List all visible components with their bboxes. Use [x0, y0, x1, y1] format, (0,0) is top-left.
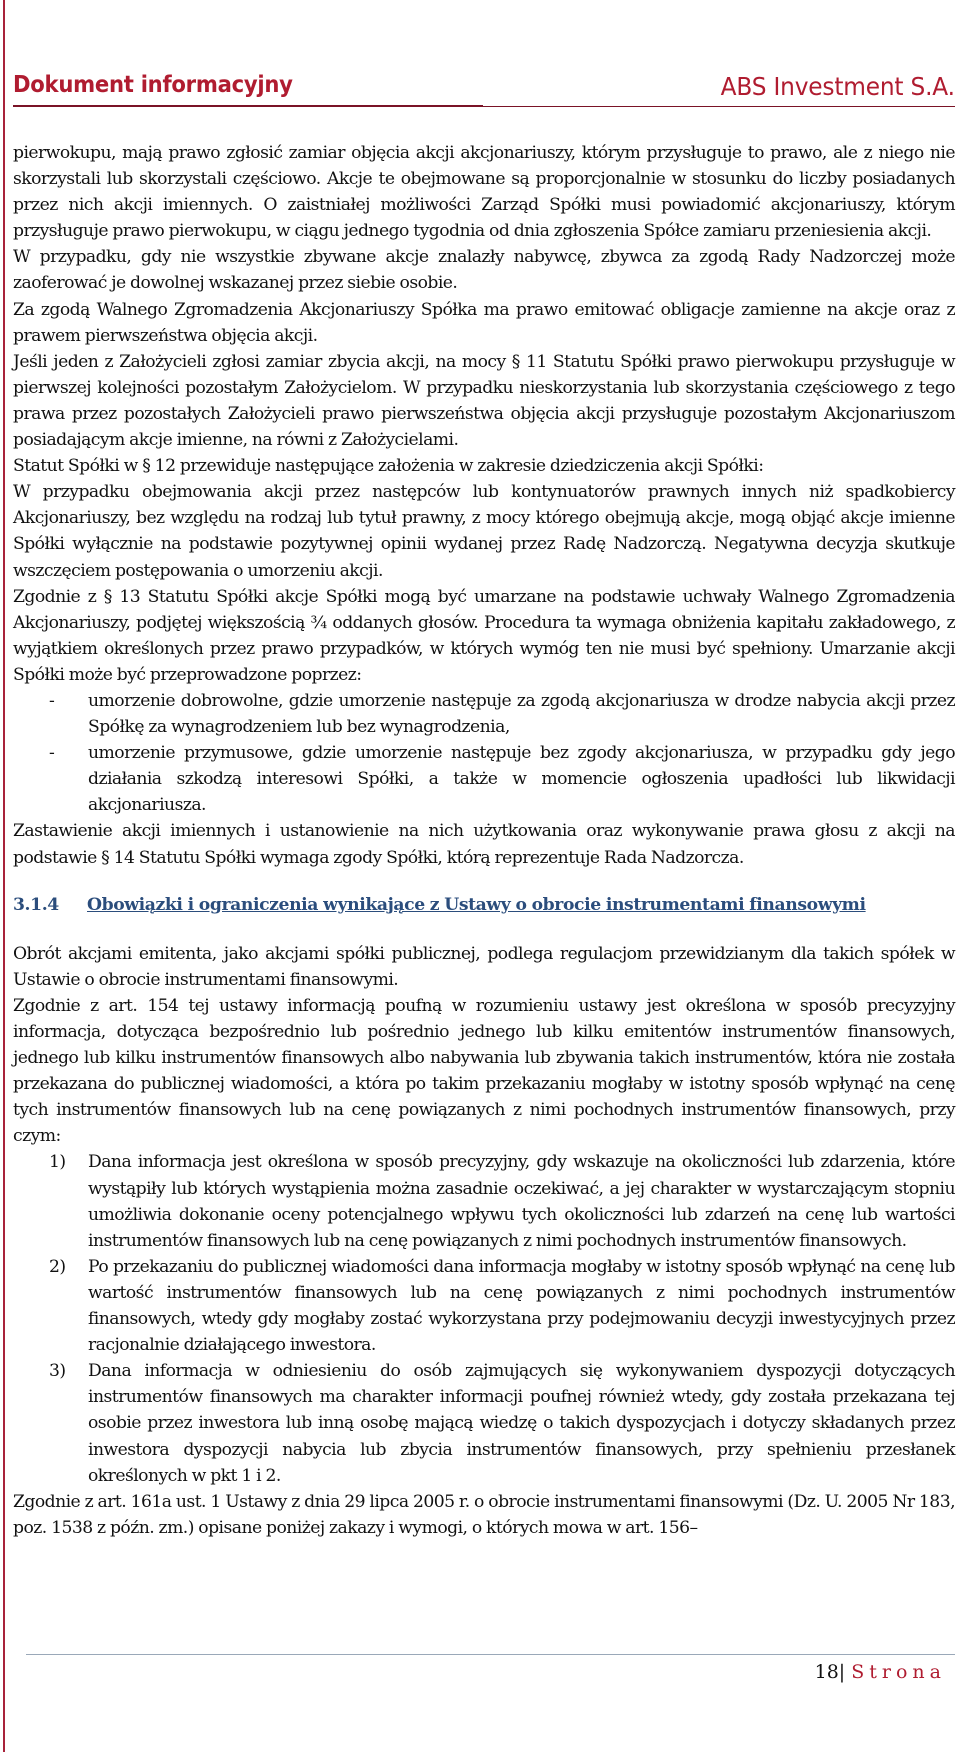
- paragraph: Zgodnie z art. 161a ust. 1 Ustawy z dnia 29 lipca 2005 r. o obrocie instrumentami finansowymi (Dz. U. 2005 Nr 183, poz. 1538 z późn. zm.) opisane poniżej zakazy i wymogi, o których mowa w art. 156–: [13, 1491, 955, 1538]
- numbered-list-item: [13, 1149, 955, 1253]
- page-border: [3, 0, 5, 1752]
- list-item-text: umorzenie dobrowolne, gdzie umorzenie następuje za zgodą akcjonariusza w drodze nabycia akcji przez Spółkę za wynagrodzeniem lub bez wynagrodzenia,: [88, 690, 955, 738]
- list-marker: -: [49, 690, 55, 711]
- paragraph: W przypadku obejmowania akcji przez następców lub kontynuatorów prawnych innych niż spadkobiercy Akcjonariuszy, bez względu na rodzaj lub tytuł prawny, z mocy którego obejmują akcje, mogą objąć akcje imienne Spółki wyłącznie na podstawie pozytywnej opinii wydanej przez Radę Nadzorczą. Negatywna decyzja skutkuje wszczęciem postępowania o umorzeniu akcji.: [13, 482, 955, 581]
- header-rule: [13, 105, 483, 107]
- paragraph: Statut Spółki w § 12 przewiduje następujące założenia w zakresie dziedziczenia akcji Spółki:: [13, 456, 764, 477]
- numbered-list-item: [13, 1358, 955, 1488]
- section-number: 3.1.4: [13, 894, 59, 915]
- paragraph: Jeśli jeden z Założycieli zgłosi zamiar zbycia akcji, na mocy § 11 Statutu Spółki prawo pierwokupu przysługuje w pierwszej kolejności pozostałym Założycielom. W przypadku nieskorzystania lub skorzystania częściowego z tego prawa przez pozostałych Założycieli prawo pierwszeństwa objęcia akcji przysługuje pozostałym Akcjonariuszom posiadającym akcje imienne, na równi z Założycielami.: [13, 351, 955, 451]
- company-name: ABS Investment S.A.: [720, 72, 955, 101]
- list-number: 3): [49, 1361, 66, 1382]
- list-item-text: Dana informacja jest określona w sposób precyzyjny, gdy wskazuje na okoliczności lub zdarzenia, które wystąpiły lub których wystąpienia można zasadnie oczekiwać, a jej charakter w wystarczającym stopniu umożliwia dokonanie oceny potencjalnego wpływu tych okoliczności lub zdarzeń na cenę lub wartości instrumentów finansowych lub na cenę powiązanych z nimi pochodnych instrumentów finansowych.: [88, 1152, 955, 1251]
- list-item-text: Po przekazaniu do publicznej wiadomości dana informacja mogłaby w istotny sposób wpłynąć na cenę lub wartość instrumentów finansowych lub na cenę powiązanych z nimi pochodnych instrumentów finansowych, wtedy gdy mogłaby zostać wykorzystana przy podejmowaniu decyzji inwestycyjnych przez racjonalnie działającego inwestora.: [88, 1256, 955, 1356]
- section-heading: [13, 892, 955, 918]
- header-rule-thin: [483, 106, 955, 107]
- list-number: 1): [49, 1152, 66, 1173]
- list-item-text: umorzenie przymusowe, gdzie umorzenie następuje bez zgody akcjonariusza, w przypadku gdy jego działania szkodzą interesowi Spółki, a także w momencie ogłoszenia upadłości lub likwidacji akcjonariusza.: [88, 743, 955, 816]
- page-header: [13, 72, 955, 106]
- paragraph: Za zgodą Walnego Zgromadzenia Akcjonariuszy Spółka ma prawo emitować obligacje zamienne na akcje oraz z prawem pierwszeństwa objęcia akcji.: [13, 299, 955, 346]
- list-number: 2): [49, 1256, 66, 1277]
- list-item-text: Dana informacja w odniesieniu do osób zajmujących się wykonywaniem dyspozycji dotyczących instrumentów finansowych ma charakter informacji poufnej również wtedy, gdy została przekazana tej osobie przez inwestora lub inną osobę mającą wiedzę o takich dyspozycjach i dotyczy składanych przez inwestora dyspozycji nabycia lub zbycia instrumentów finansowych, przy spełnieniu przesłanek określonych w pkt 1 i 2.: [88, 1361, 955, 1486]
- paragraph: Obrót akcjami emitenta, jako akcjami spółki publicznej, podlega regulacjom przewidzianym dla takich spółek w Ustawie o obrocie instrumentami finansowymi.: [13, 943, 955, 990]
- page-number: 18: [814, 1661, 839, 1683]
- document-title: Dokument informacyjny: [13, 72, 293, 98]
- paragraph: Zgodnie z § 13 Statutu Spółki akcje Spółki mogą być umarzane na podstawie uchwały Walnego Zgromadzenia Akcjonariuszy, podjętej większością ¾ oddanych głosów. Procedura ta wymaga obniżenia kapitału zakładowego, z wyjątkiem określonych przez prawo przypadków, w których wymóg ten nie musi być spełniony. Umarzanie akcji Spółki może być przeprowadzone poprzez:: [13, 586, 955, 685]
- document-body: [13, 140, 955, 1541]
- footer-rule: [26, 1654, 955, 1655]
- paragraph: pierwokupu, mają prawo zgłosić zamiar objęcia akcji akcjonariuszy, którym przysługuje to prawo, ale z niego nie skorzystali lub skorzystali częściowo. Akcje te obejmowane są proporcjonalnie w stosunku do liczby posiadanych przez nich akcji imiennych. O zaistniałej możliwości Zarząd Spółki musi powiadomić akcjonariuszy, którym przysługuje prawo pierwokupu, w ciągu jednego tygodnia od dnia zgłoszenia Spółce zamiaru przeniesienia akcji.: [13, 143, 955, 242]
- page-separator: |: [838, 1661, 846, 1683]
- paragraph: Zgodnie z art. 154 tej ustawy informacją poufną w rozumieniu ustawy jest określona w sposób precyzyjny informacja, dotycząca bezpośrednio lub pośrednio jednego lub kilku emitentów instrumentów finansowych, jednego lub kilku instrumentów finansowych albo nabywania lub zbywania takich instrumentów, która nie została przekazana do publicznej wiadomości, a która po takim przekazaniu mogłaby w istotny sposób wpłynąć na cenę tych instrumentów finansowych lub na cenę powiązanych z nimi pochodnych instrumentów finansowych, przy czym:: [13, 995, 955, 1147]
- page-label: Strona: [851, 1661, 946, 1683]
- section-title: Obowiązki i ograniczenia wynikające z Ustawy o obrocie instrumentami finansowymi: [87, 894, 866, 915]
- list-marker: -: [49, 743, 55, 764]
- paragraph: Zastawienie akcji imiennych i ustanowienie na nich użytkowania oraz wykonywanie prawa głosu z akcji na podstawie § 14 Statutu Spółki wymaga zgody Spółki, którą reprezentuje Rada Nadzorcza.: [13, 821, 955, 868]
- paragraph: W przypadku, gdy nie wszystkie zbywane akcje znalazły nabywcę, zbywca za zgodą Rady Nadzorczej może zaoferować je dowolnej wskazanej przez siebie osobie.: [13, 247, 955, 294]
- numbered-list-item: [13, 1254, 955, 1358]
- list-item: [13, 688, 955, 740]
- page-footer: [815, 1661, 946, 1683]
- list-item: [13, 740, 955, 818]
